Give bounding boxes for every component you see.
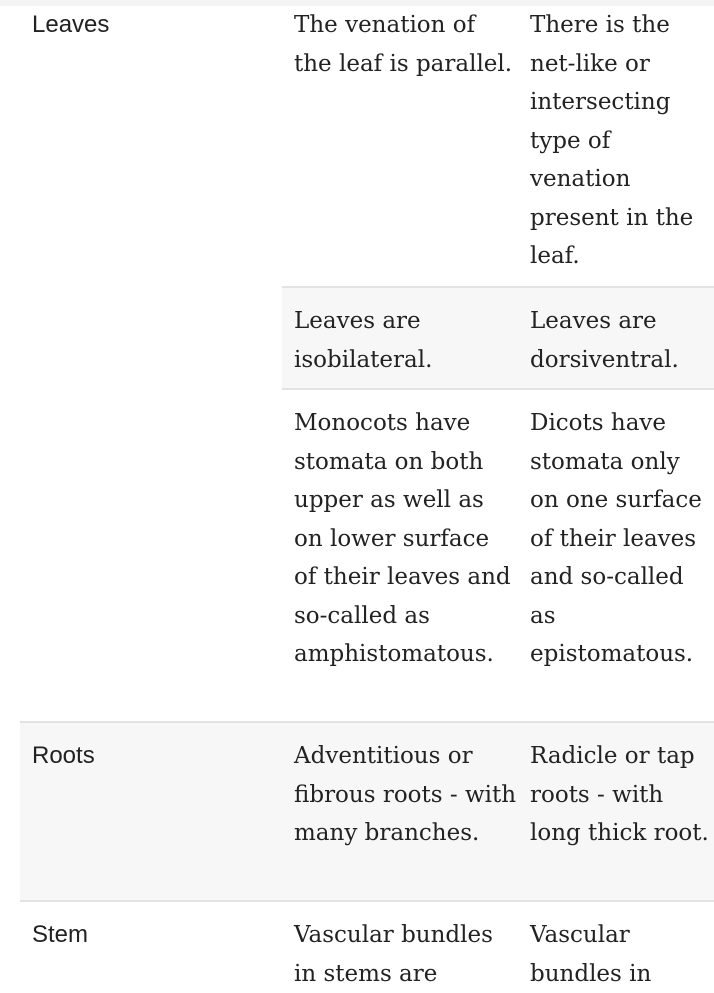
dicot-cell [518,398,714,674]
monocot-cell [282,296,518,379]
dicot-cell [518,910,714,993]
dicot-text: There is the net-like or intersecting type of venation present in the leaf. [530,12,694,269]
divider-leaves-2 [282,388,714,390]
dicot-cell [518,0,714,276]
category-label: Roots [32,742,95,769]
dicot-text: Dicots have stomata only on one surface of their leaves and so-called as epistomatous. [530,410,702,667]
monocot-text: Adventitious or fibrous roots - with many branches. [294,743,517,846]
dicot-text: Radicle or tap roots - with long thick root. [530,743,709,846]
monocot-cell [282,398,518,674]
category-cell-stem [20,910,282,955]
monocot-cell [282,0,518,83]
divider-leaves-1 [282,286,714,288]
dicot-text: Vascular bundles in [530,922,652,987]
category-label: Leaves [32,11,110,38]
dicot-text: Leaves are dorsiventral. [530,308,679,373]
dicot-cell [518,731,714,853]
monocot-text: Monocots have stomata on both upper as well as on lower surface of their leaves and so-called as amphistomatous. [294,410,511,667]
dicot-cell [518,296,714,379]
monocot-cell [282,731,518,853]
monocot-text: Vascular bundles in stems are [294,922,493,987]
monocot-text: The venation of the leaf is parallel. [294,12,513,77]
monocot-text: Leaves are isobilateral. [294,308,433,373]
category-label: Stem [32,921,89,948]
divider-roots [20,721,714,723]
monocot-cell [282,910,518,993]
category-cell-roots [20,731,282,776]
divider-stem [20,900,714,902]
category-cell-leaves [20,0,282,45]
